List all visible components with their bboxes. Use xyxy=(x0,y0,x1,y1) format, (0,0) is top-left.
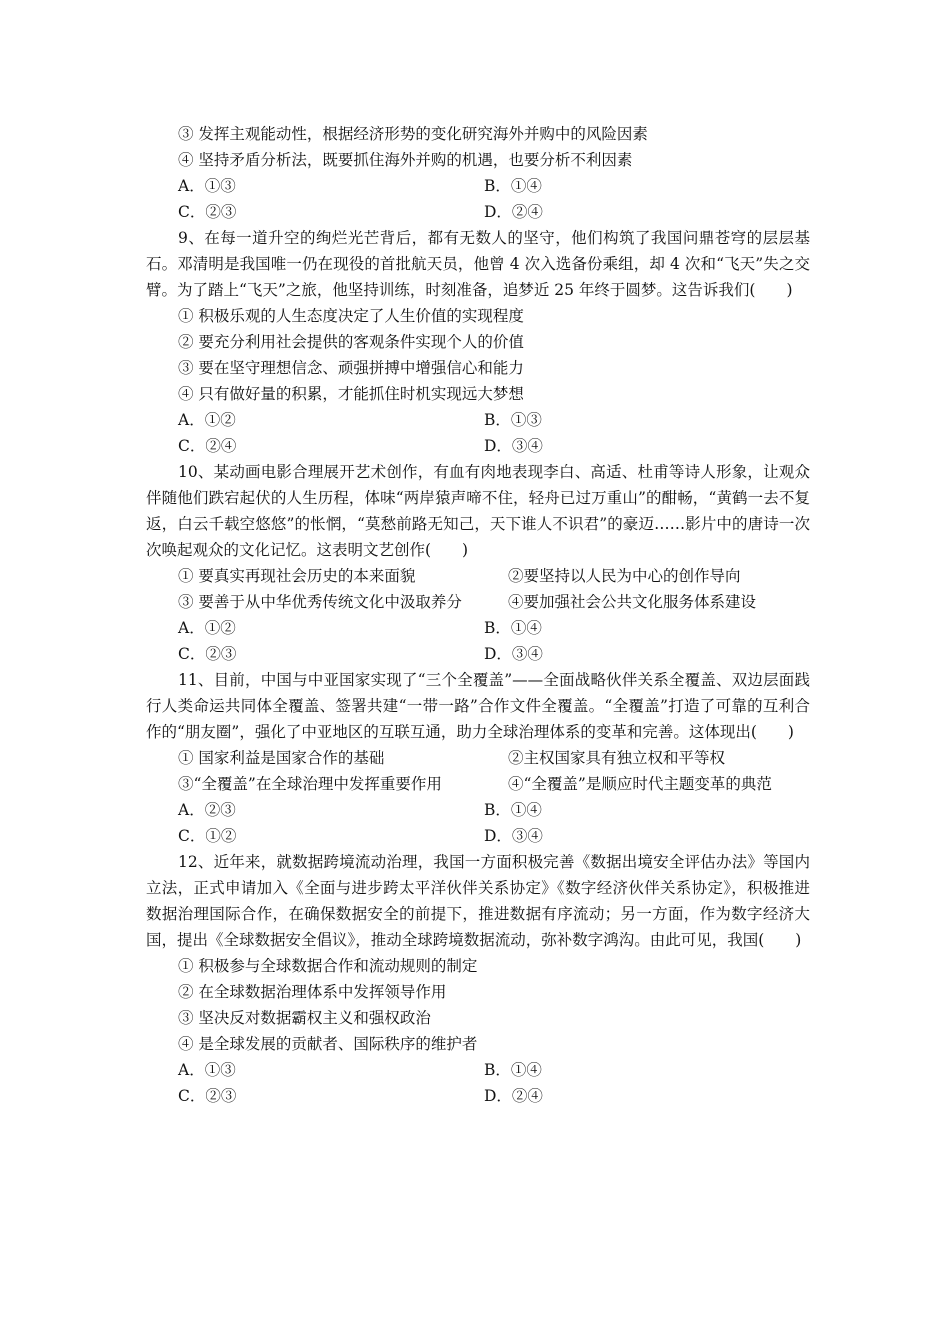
q10-options-row-1 xyxy=(146,615,810,641)
q11-option-d: D．③④ xyxy=(484,827,543,845)
q10-item-1: ① 要真实再现社会历史的本来面貌 xyxy=(178,567,416,585)
q8-options-row-1 xyxy=(146,173,810,199)
q9-option-a: A．①② xyxy=(178,411,236,429)
q10-item-4: ④要加强社会公共文化服务体系建设 xyxy=(508,593,757,611)
q11-items-row-2 xyxy=(146,771,810,797)
q9-options-row-2 xyxy=(146,433,810,459)
q10-item-3: ③ 要善于从中华优秀传统文化中汲取养分 xyxy=(178,593,462,611)
q12-option-a: A．①③ xyxy=(178,1061,236,1079)
q12-item-1: ① 积极参与全球数据合作和流动规则的制定 xyxy=(178,957,478,975)
q10-option-b: B．①④ xyxy=(484,619,542,637)
q10-items-row-2 xyxy=(146,589,810,615)
q8-options-row-2 xyxy=(146,199,810,225)
q9-options-row-1 xyxy=(146,407,810,433)
q11-item-1: ① 国家利益是国家合作的基础 xyxy=(178,749,385,767)
q10-items-row-1 xyxy=(146,563,810,589)
q11-options-row-1 xyxy=(146,797,810,823)
q9-option-c: C．②④ xyxy=(178,437,237,455)
q12-item-2: ② 在全球数据治理体系中发挥领导作用 xyxy=(178,983,447,1001)
q12-options-row-2 xyxy=(146,1083,810,1109)
q12-stem: 12、近年来，就数据跨境流动治理，我国一方面积极完善《数据出境安全评估办法》等国内立法，正式申请加入《全面与进步跨太平洋伙伴关系协定》《数字经济伙伴关系协定》，积极推进数据治理国际合作，在确保数据安全的前提下，推进数据有序流动；另一方面，作为数字经济大国，提出《全球数据安全倡议》，推动全球跨境数据流动，弥补数字鸿沟。由此可见，我国( ) xyxy=(146,853,810,949)
q12-option-d: D．②④ xyxy=(484,1087,543,1105)
q9-item-4: ④ 只有做好量的积累，才能抓住时机实现远大梦想 xyxy=(178,385,524,403)
q11-options-row-2 xyxy=(146,823,810,849)
q10-option-c: C．②③ xyxy=(178,645,237,663)
q9-option-b: B．①③ xyxy=(484,411,542,429)
q9-item-2: ② 要充分利用社会提供的客观条件实现个人的价值 xyxy=(178,333,524,351)
q8-option-a: A．①③ xyxy=(178,177,236,195)
q8-item-3: ③ 发挥主观能动性，根据经济形势的变化研究海外并购中的风险因素 xyxy=(178,125,648,143)
document-page xyxy=(146,121,810,1109)
q9-stem: 9、在每一道升空的绚烂光芒背后，都有无数人的坚守，他们构筑了我国问鼎苍穹的层层基石。邓清明是我国唯一仍在现役的首批航天员，他曾 4 次入选备份乘组，却 4 次和“飞天”失之交臂。为了踏上“飞天”之旅，他坚持训练，时刻准备，追梦近 25 年终于圆梦。这告诉我们( ) xyxy=(146,229,810,299)
q10-option-a: A．①② xyxy=(178,619,236,637)
q8-option-c: C．②③ xyxy=(178,203,237,221)
q11-item-3: ③“全覆盖”在全球治理中发挥重要作用 xyxy=(178,775,442,793)
q8-item-4: ④ 坚持矛盾分析法，既要抓住海外并购的机遇，也要分析不利因素 xyxy=(178,151,633,169)
q8-option-b: B．①④ xyxy=(484,177,542,195)
q12-option-b: B．①④ xyxy=(484,1061,542,1079)
q11-option-c: C．①② xyxy=(178,827,237,845)
q11-option-a: A．②③ xyxy=(178,801,236,819)
q11-items-row-1 xyxy=(146,745,810,771)
q11-item-4: ④“全覆盖”是顺应时代主题变革的典范 xyxy=(508,775,772,793)
q12-item-4: ④ 是全球发展的贡献者、国际秩序的维护者 xyxy=(178,1035,478,1053)
q10-option-d: D．③④ xyxy=(484,645,543,663)
q10-options-row-2 xyxy=(146,641,810,667)
q9-option-d: D．③④ xyxy=(484,437,543,455)
q12-item-3: ③ 坚决反对数据霸权主义和强权政治 xyxy=(178,1009,431,1027)
q12-options-row-1 xyxy=(146,1057,810,1083)
q9-item-1: ① 积极乐观的人生态度决定了人生价值的实现程度 xyxy=(178,307,524,325)
q10-stem: 10、某动画电影合理展开艺术创作，有血有肉地表现李白、高适、杜甫等诗人形象，让观众伴随他们跌宕起伏的人生历程，体味“两岸猿声啼不住，轻舟已过万重山”的酣畅，“黄鹤一去不复返，白云千载空悠悠”的怅惘，“莫愁前路无知己，天下谁人不识君”的豪迈……影片中的唐诗一次次唤起观众的文化记忆。这表明文艺创作( ) xyxy=(146,463,810,559)
q10-item-2: ②要坚持以人民为中心的创作导向 xyxy=(508,567,741,585)
q11-stem: 11、目前，中国与中亚国家实现了“三个全覆盖”——全面战略伙伴关系全覆盖、双边层面践行人类命运共同体全覆盖、签署共建“一带一路”合作文件全覆盖。“全覆盖”打造了可靠的互利合作的“朋友圈”，强化了中亚地区的互联互通，助力全球治理体系的变革和完善。这体现出( ) xyxy=(146,671,810,741)
q12-option-c: C．②③ xyxy=(178,1087,237,1105)
q8-option-d: D．②④ xyxy=(484,203,543,221)
q11-option-b: B．①④ xyxy=(484,801,542,819)
q9-item-3: ③ 要在坚守理想信念、顽强拼搏中增强信心和能力 xyxy=(178,359,524,377)
q11-item-2: ②主权国家具有独立权和平等权 xyxy=(508,749,726,767)
